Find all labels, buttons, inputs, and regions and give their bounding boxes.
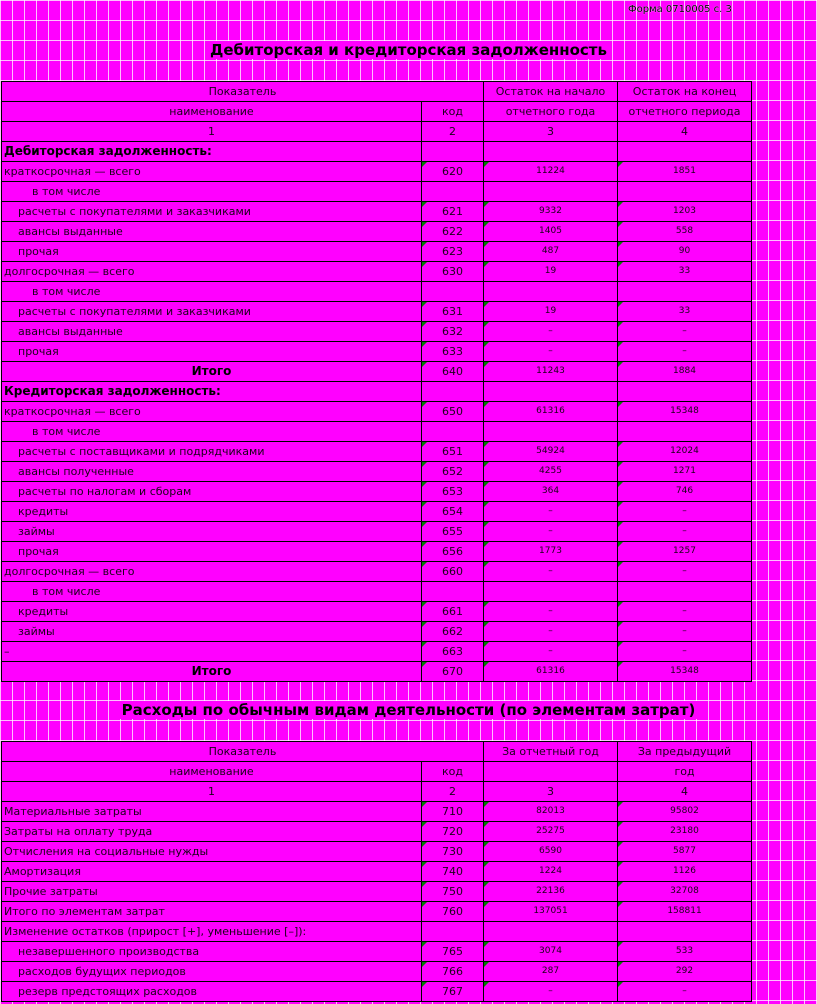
table-row xyxy=(2,462,752,482)
row-code: 623 xyxy=(422,242,484,262)
row-value-col3 xyxy=(484,422,618,442)
row-value-col4: 23180 xyxy=(618,822,752,842)
row-value-col3: 54924 xyxy=(484,442,618,462)
row-value-col4: – xyxy=(618,642,752,662)
row-value-col3: – xyxy=(484,342,618,362)
row-value-col3 xyxy=(484,282,618,302)
row-value-col3: 61316 xyxy=(484,662,618,682)
row-label: незавершенного производства xyxy=(2,942,422,962)
row-label: расчеты с поставщиками и подрядчиками xyxy=(2,442,422,462)
row-code: 656 xyxy=(422,542,484,562)
row-label: резерв предстоящих расходов xyxy=(2,982,422,1002)
row-code: 662 xyxy=(422,622,484,642)
row-value-col4: – xyxy=(618,322,752,342)
row-label: в том числе xyxy=(2,422,422,442)
row-value-col4: 5877 xyxy=(618,842,752,862)
table-row xyxy=(2,402,752,422)
row-value-col4 xyxy=(618,922,752,942)
row-label: – xyxy=(2,642,422,662)
table-row xyxy=(2,142,752,162)
row-label: кредиты xyxy=(2,602,422,622)
row-value-col3: 25275 xyxy=(484,822,618,842)
header-col3-top: Остаток на начало xyxy=(484,82,618,102)
row-label: краткосрочная — всего xyxy=(2,162,422,182)
row-code: 620 xyxy=(422,162,484,182)
row-label: долгосрочная — всего xyxy=(2,562,422,582)
table-row xyxy=(2,922,752,942)
row-label: в том числе xyxy=(2,182,422,202)
table-row xyxy=(2,902,752,922)
row-label: Затраты на оплату труда xyxy=(2,822,422,842)
row-code: 655 xyxy=(422,522,484,542)
row-value-col4: 90 xyxy=(618,242,752,262)
row-value-col3: 3074 xyxy=(484,942,618,962)
table-row xyxy=(2,502,752,522)
section-title-text: Дебиторская и кредиторская задолженность xyxy=(206,41,611,59)
row-label: расчеты по налогам и сборам xyxy=(2,482,422,502)
row-value-col3: – xyxy=(484,322,618,342)
row-value-col3: 11243 xyxy=(484,362,618,382)
row-value-col3: 82013 xyxy=(484,802,618,822)
row-value-col4: – xyxy=(618,522,752,542)
row-value-col3: – xyxy=(484,562,618,582)
row-code: 750 xyxy=(422,882,484,902)
header-num-4: 4 xyxy=(618,782,752,802)
table-row xyxy=(2,882,752,902)
row-code: 670 xyxy=(422,662,484,682)
row-label: Кредиторская задолженность: xyxy=(2,382,422,402)
row-code xyxy=(422,422,484,442)
row-code xyxy=(422,282,484,302)
table-row xyxy=(2,422,752,442)
row-code: 760 xyxy=(422,902,484,922)
form-reference: Форма 0710005 с. 3 xyxy=(628,4,732,15)
table-row xyxy=(2,382,752,402)
row-label: прочая xyxy=(2,242,422,262)
row-value-col4: 1851 xyxy=(618,162,752,182)
row-code: 621 xyxy=(422,202,484,222)
header-col4-bottom: год xyxy=(618,762,752,782)
row-value-col3: – xyxy=(484,602,618,622)
table-row xyxy=(2,482,752,502)
row-value-col4 xyxy=(618,142,752,162)
row-code xyxy=(422,582,484,602)
header-name: наименование xyxy=(2,762,422,782)
row-value-col3: – xyxy=(484,642,618,662)
table-row xyxy=(2,802,752,822)
table-row xyxy=(2,822,752,842)
row-code: 765 xyxy=(422,942,484,962)
table-row xyxy=(2,662,752,682)
row-value-col4 xyxy=(618,182,752,202)
row-value-col4: 1203 xyxy=(618,202,752,222)
row-value-col3: 1405 xyxy=(484,222,618,242)
receivables-payables-body xyxy=(2,82,752,682)
header-indicator: Показатель xyxy=(2,82,484,102)
table-row xyxy=(2,262,752,282)
table-row xyxy=(2,642,752,662)
row-value-col4: 1884 xyxy=(618,362,752,382)
row-value-col4: 292 xyxy=(618,962,752,982)
row-value-col4: 15348 xyxy=(618,402,752,422)
row-value-col4 xyxy=(618,382,752,402)
section-title-text: Расходы по обычным видам деятельности (по элементам затрат) xyxy=(118,701,700,719)
header-col3-bottom: отчетного года xyxy=(484,102,618,122)
row-label: авансы выданные xyxy=(2,322,422,342)
row-value-col3: 6590 xyxy=(484,842,618,862)
row-value-col4: 1257 xyxy=(618,542,752,562)
row-value-col3: – xyxy=(484,982,618,1002)
row-code: 651 xyxy=(422,442,484,462)
table-row xyxy=(2,182,752,202)
row-value-col3: 287 xyxy=(484,962,618,982)
table-row xyxy=(2,942,752,962)
table-row xyxy=(2,542,752,562)
header-num-2: 2 xyxy=(422,782,484,802)
row-code: 652 xyxy=(422,462,484,482)
row-label: расходов будущих периодов xyxy=(2,962,422,982)
header-col4-bottom: отчетного периода xyxy=(618,102,752,122)
table-row xyxy=(2,302,752,322)
header-num-2: 2 xyxy=(422,122,484,142)
header-num-3: 3 xyxy=(484,122,618,142)
table-row xyxy=(2,522,752,542)
row-code: 650 xyxy=(422,402,484,422)
row-value-col4: 12024 xyxy=(618,442,752,462)
row-label: краткосрочная — всего xyxy=(2,402,422,422)
row-label: прочая xyxy=(2,342,422,362)
row-value-col4: – xyxy=(618,562,752,582)
header-code: код xyxy=(422,102,484,122)
table-row xyxy=(2,582,752,602)
row-label: кредиты xyxy=(2,502,422,522)
expenses-table xyxy=(1,741,752,1002)
row-value-col4: 33 xyxy=(618,302,752,322)
row-value-col4: – xyxy=(618,342,752,362)
row-value-col3: 19 xyxy=(484,262,618,282)
row-value-col3: 11224 xyxy=(484,162,618,182)
row-code: 653 xyxy=(422,482,484,502)
row-label: Материальные затраты xyxy=(2,802,422,822)
row-value-col4: 1126 xyxy=(618,862,752,882)
row-value-col4 xyxy=(618,282,752,302)
row-value-col4: 533 xyxy=(618,942,752,962)
section-title-expenses xyxy=(0,700,817,720)
table-row xyxy=(2,202,752,222)
table-row xyxy=(2,282,752,302)
header-indicator: Показатель xyxy=(2,742,484,762)
row-label: в том числе xyxy=(2,282,422,302)
header-num-1: 1 xyxy=(2,782,422,802)
row-value-col3: 1773 xyxy=(484,542,618,562)
row-label: займы xyxy=(2,522,422,542)
row-code: 660 xyxy=(422,562,484,582)
header-num-4: 4 xyxy=(618,122,752,142)
row-value-col3: 61316 xyxy=(484,402,618,422)
table-row xyxy=(2,322,752,342)
row-label: Прочие затраты xyxy=(2,882,422,902)
row-value-col4: – xyxy=(618,622,752,642)
header-num-3: 3 xyxy=(484,782,618,802)
row-label: расчеты с покупателями и заказчиками xyxy=(2,302,422,322)
row-value-col3: 22136 xyxy=(484,882,618,902)
row-value-col4: – xyxy=(618,602,752,622)
row-code: 661 xyxy=(422,602,484,622)
table-row xyxy=(2,242,752,262)
header-col3-top: За отчетный год xyxy=(484,742,618,762)
row-value-col4: 158811 xyxy=(618,902,752,922)
row-value-col3 xyxy=(484,922,618,942)
row-value-col3: 1224 xyxy=(484,862,618,882)
header-row-2 xyxy=(2,102,752,122)
section-title-receivables-payables xyxy=(0,40,817,60)
header-row-1 xyxy=(2,742,752,762)
row-value-col3: – xyxy=(484,622,618,642)
header-row-numbers xyxy=(2,122,752,142)
row-code: 633 xyxy=(422,342,484,362)
header-col4-top: Остаток на конец xyxy=(618,82,752,102)
row-label: займы xyxy=(2,622,422,642)
row-code: 663 xyxy=(422,642,484,662)
row-label: долгосрочная — всего xyxy=(2,262,422,282)
table-row xyxy=(2,342,752,362)
header-row-2 xyxy=(2,762,752,782)
row-code: 767 xyxy=(422,982,484,1002)
row-value-col3: 364 xyxy=(484,482,618,502)
row-value-col4: 32708 xyxy=(618,882,752,902)
expenses-body xyxy=(2,742,752,1002)
row-value-col4: 746 xyxy=(618,482,752,502)
header-code: код xyxy=(422,762,484,782)
header-row-numbers xyxy=(2,782,752,802)
row-code: 630 xyxy=(422,262,484,282)
table-row xyxy=(2,862,752,882)
row-code: 730 xyxy=(422,842,484,862)
row-value-col3: 19 xyxy=(484,302,618,322)
row-value-col4: 15348 xyxy=(618,662,752,682)
row-code: 654 xyxy=(422,502,484,522)
row-code xyxy=(422,142,484,162)
row-value-col3: 4255 xyxy=(484,462,618,482)
row-code: 632 xyxy=(422,322,484,342)
table-row xyxy=(2,622,752,642)
row-value-col3: 487 xyxy=(484,242,618,262)
row-label: прочая xyxy=(2,542,422,562)
row-code: 710 xyxy=(422,802,484,822)
row-label: Итого xyxy=(2,362,422,382)
row-code: 740 xyxy=(422,862,484,882)
row-value-col4: 558 xyxy=(618,222,752,242)
row-code: 640 xyxy=(422,362,484,382)
table-row xyxy=(2,442,752,462)
row-label: Изменение остатков (прирост [+], уменьшение [–]): xyxy=(2,922,422,942)
row-code: 631 xyxy=(422,302,484,322)
row-code: 622 xyxy=(422,222,484,242)
row-value-col3: – xyxy=(484,522,618,542)
row-value-col4: 33 xyxy=(618,262,752,282)
row-code xyxy=(422,182,484,202)
row-label: Отчисления на социальные нужды xyxy=(2,842,422,862)
row-code xyxy=(422,382,484,402)
row-label: Амортизация xyxy=(2,862,422,882)
row-value-col3 xyxy=(484,382,618,402)
row-value-col3: 137051 xyxy=(484,902,618,922)
table-row xyxy=(2,602,752,622)
row-value-col3 xyxy=(484,582,618,602)
header-col4-top: За предыдущий xyxy=(618,742,752,762)
table-row xyxy=(2,222,752,242)
row-value-col4 xyxy=(618,582,752,602)
header-name: наименование xyxy=(2,102,422,122)
row-value-col4: 95802 xyxy=(618,802,752,822)
row-label: авансы полученные xyxy=(2,462,422,482)
row-label: Итого по элементам затрат xyxy=(2,902,422,922)
table-row xyxy=(2,562,752,582)
row-label: авансы выданные xyxy=(2,222,422,242)
row-label: расчеты с покупателями и заказчиками xyxy=(2,202,422,222)
row-label: Дебиторская задолженность: xyxy=(2,142,422,162)
row-label: Итого xyxy=(2,662,422,682)
receivables-payables-table xyxy=(1,81,752,682)
row-value-col4 xyxy=(618,422,752,442)
row-value-col4: 1271 xyxy=(618,462,752,482)
row-code: 720 xyxy=(422,822,484,842)
header-col3-bottom xyxy=(484,762,618,782)
row-code: 766 xyxy=(422,962,484,982)
row-value-col3: 9332 xyxy=(484,202,618,222)
row-label: в том числе xyxy=(2,582,422,602)
row-value-col4: – xyxy=(618,982,752,1002)
row-value-col3: – xyxy=(484,502,618,522)
table-row xyxy=(2,362,752,382)
header-row-1 xyxy=(2,82,752,102)
table-row xyxy=(2,162,752,182)
table-row xyxy=(2,982,752,1002)
row-value-col3 xyxy=(484,182,618,202)
row-code xyxy=(422,922,484,942)
header-num-1: 1 xyxy=(2,122,422,142)
table-row xyxy=(2,962,752,982)
row-value-col4: – xyxy=(618,502,752,522)
row-value-col3 xyxy=(484,142,618,162)
table-row xyxy=(2,842,752,862)
